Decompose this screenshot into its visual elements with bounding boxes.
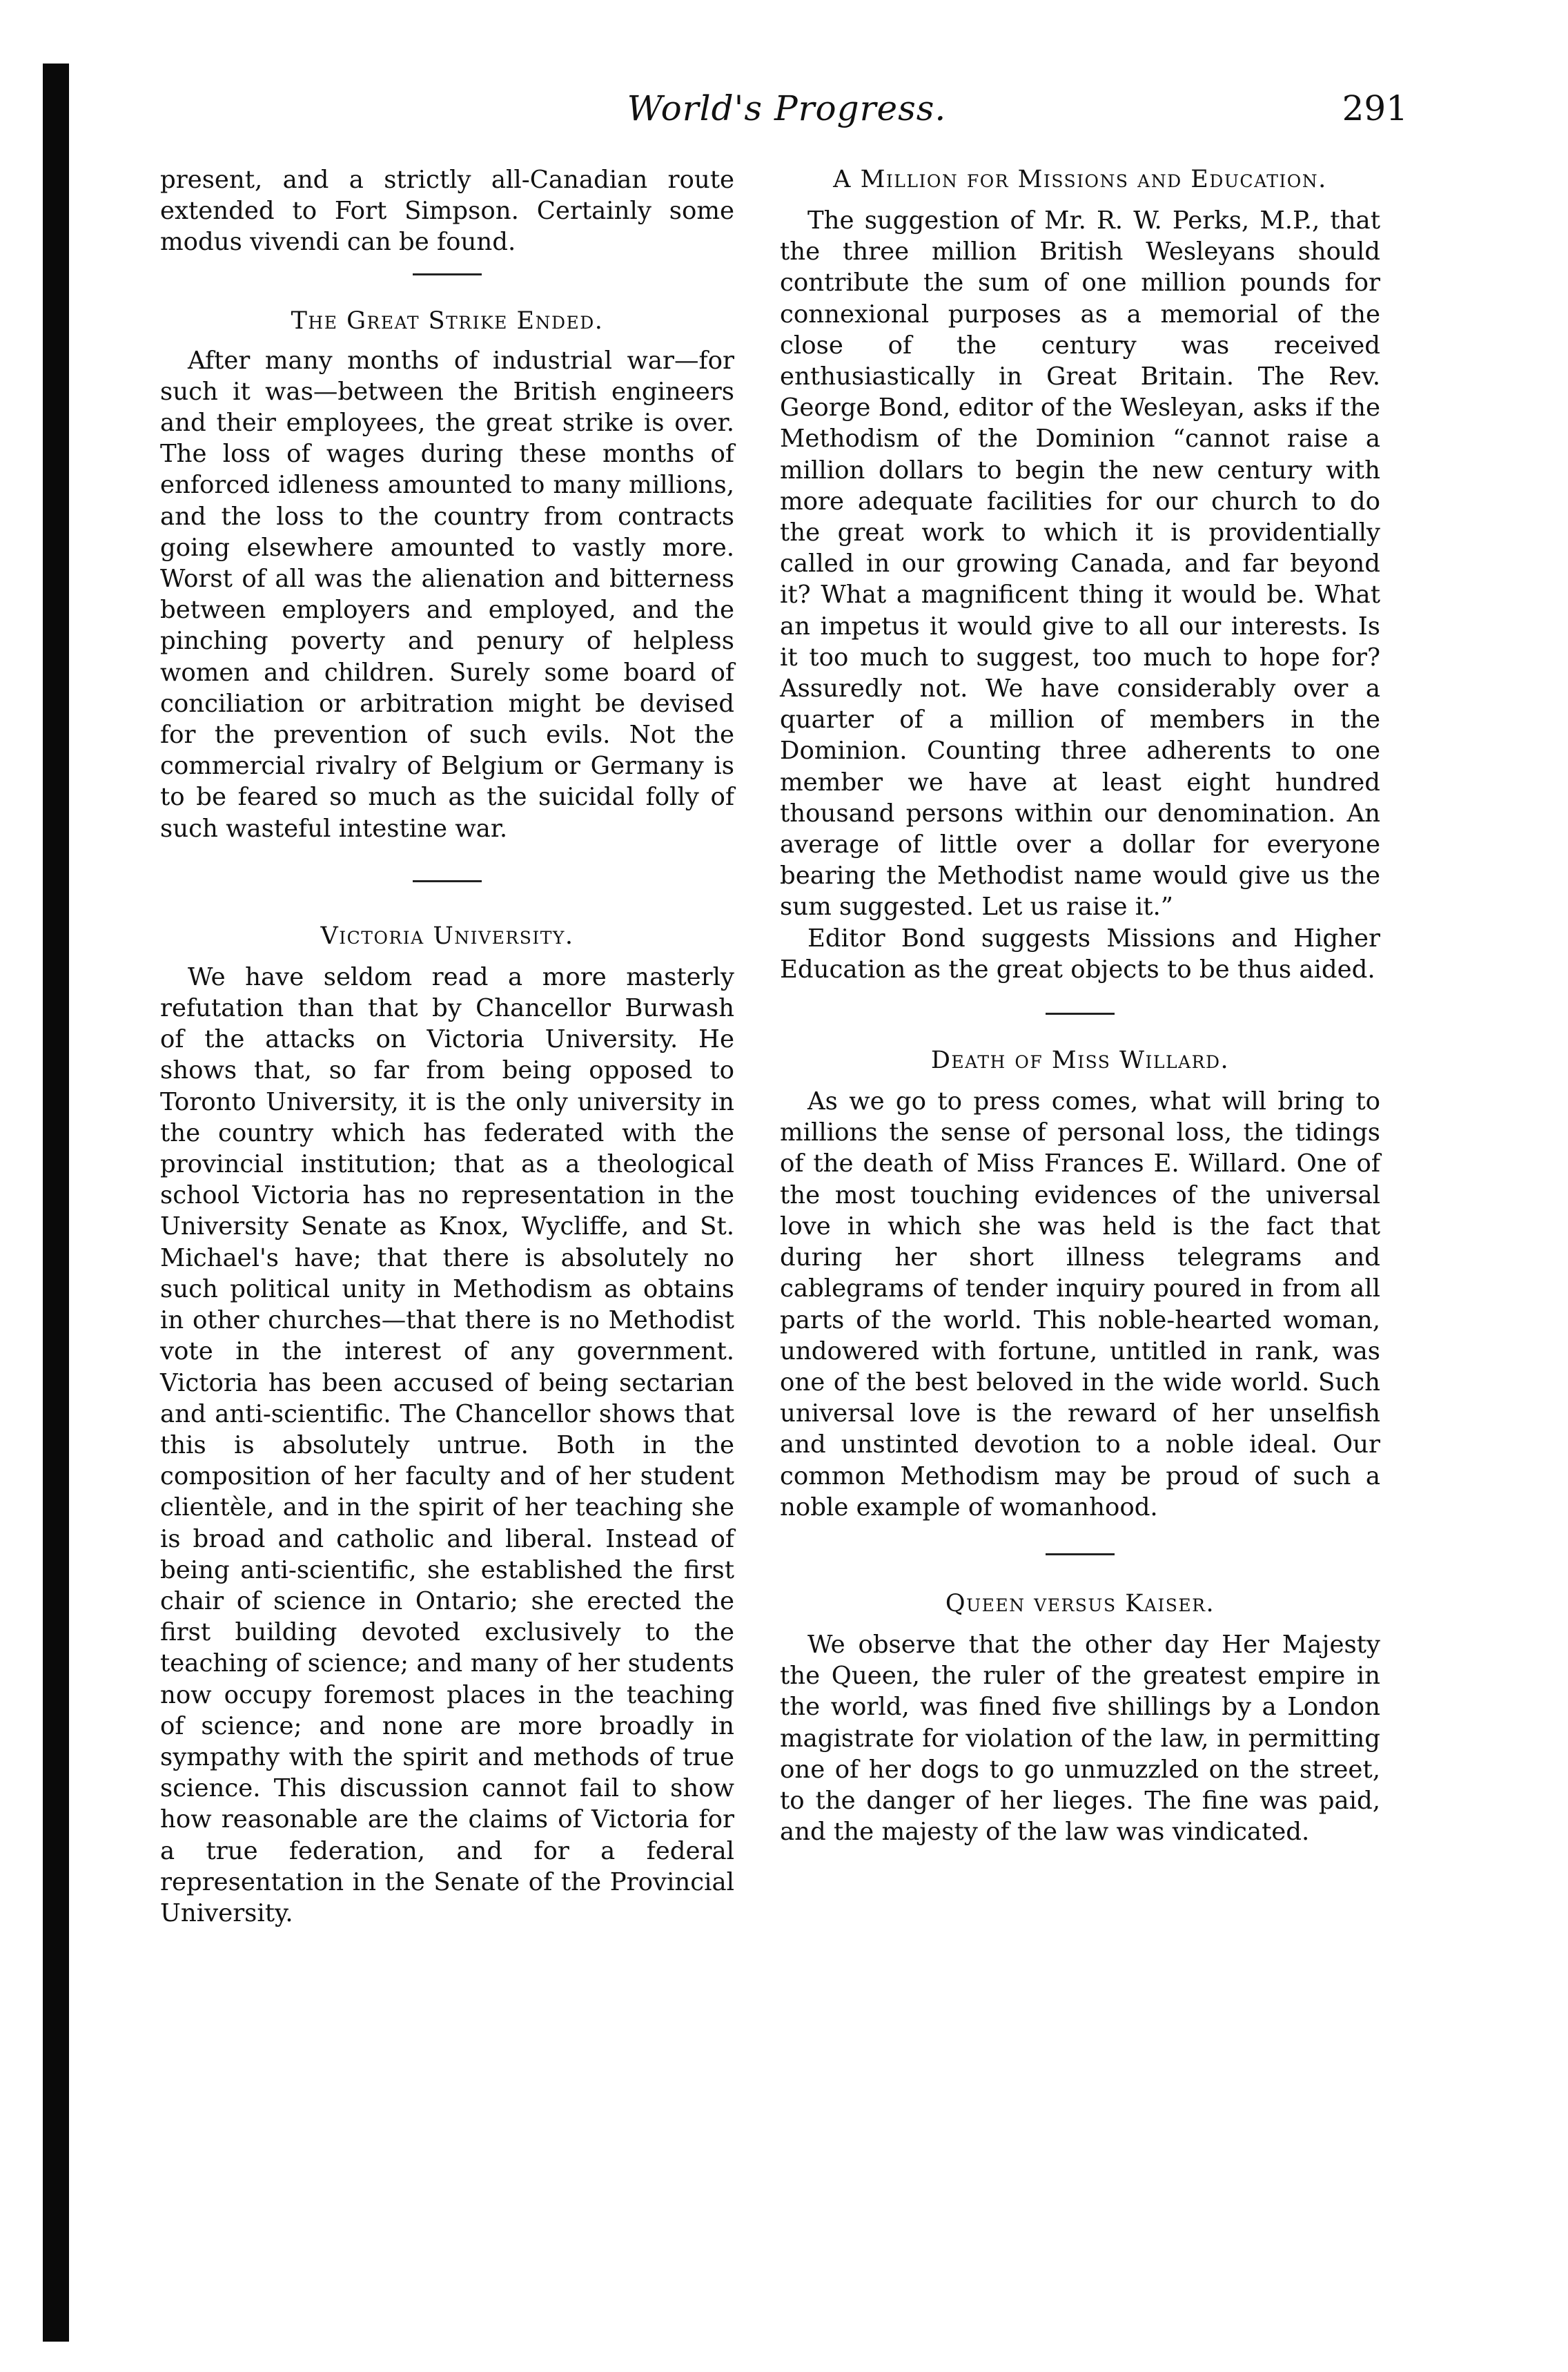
page-header (166, 88, 1408, 137)
missions-heading: A Million for Missions and Education. (833, 166, 1327, 193)
running-title: World's Progress. (627, 88, 947, 128)
missions-paragraph: The suggestion of Mr. R. W. Perks, M.P., that the three million British Wesleyans should contribute the sum of one million pounds for connexional purposes as a memorial of the close of the century was received enthusiastically in Great Britain. The Rev. George Bond, editor of the Wesleyan, asks if the Methodism of the Dominion “cannot raise a million dollars to begin the new century with more adequate facilities for our church to do the great work to which it is providentially called in our growing Canada, and far beyond it? What a magnificent thing it would be. What an impetus it would give to all our interests. Is it too much to suggest, too much to hope for? Assuredly not. We have considerably over a quarter of a million of members in the Dominion. Counting three adherents to one member we have at least eight hundred thousand persons within our denomination. An average of little over a dollar for everyone bearing the Methodist name would give us the sum suggested. Let us raise it.” (780, 206, 1380, 922)
section-divider (413, 880, 482, 882)
victoria-heading: Victoria University. (320, 922, 574, 950)
scan-edge-bar (43, 64, 69, 2342)
willard-paragraph: As we go to press comes, what will bring to millions the sense of personal loss, the tidings of the death of Miss Frances E. Willard. One of the most touching evidences of the universal love in which she was held is the fact that during her short illness telegrams and cablegrams of tender inquiry poured in from all parts of the world. This noble-hearted woman, undowered with fortune, untitled in rank, was one of the best beloved in the wide world. Such universal love is the reward of her unselfish and unstinted devotion to a noble ideal. Our common Methodism may be proud of such a noble example of womanhood. (780, 1087, 1380, 1522)
left-column (160, 164, 734, 1929)
missions-paragraph-2: Editor Bond suggests Missions and Higher Education as the great objects to be thus aided. (780, 924, 1380, 984)
strike-paragraph: After many months of industrial war—for such it was—between the British engineers and their employees, the great strike is over. The loss of wages during these months of enforced idleness amounted to many millions, and the loss to the country from contracts going elsewhere amounted to vastly more. Worst of all was the alienation and bitterness between employers and employed, and the pinching poverty and penury of helpless women and children. Surely some board of conciliation or arbitration might be devised for the prevention of such evils. Not the commercial rivalry of Belgium or Germany is to be feared so much as the suicidal folly of such wasteful intestine war. (160, 346, 734, 843)
intro-paragraph: present, and a strictly all-Canadian route extended to Fort Simpson. Certainly some modus vivendi can be found. (160, 166, 734, 257)
queen-heading: Queen versus Kaiser. (945, 1589, 1215, 1617)
victoria-paragraph: We have seldom read a more masterly refutation than that by Chancellor Burwash of the attacks on Victoria University. He shows that, so far from being opposed to Toronto University, it is the only university in the country which has federated with the provincial institution; that as a theological school Victoria has no representation in the University Senate as Knox, Wycliffe, and St. Michael's have; that there is absolutely no such political unity in Methodism as obtains in other churches—that there is no Methodist vote in the interest of any government. Victoria has been accused of being sectarian and anti-scientific. The Chancellor shows that this is absolutely untrue. Both in the composition of her faculty and of her student clientèle, and in the spirit of her teaching she is broad and catholic and liberal. Instead of being anti-scientific, she established the first chair of science in Ontario; she erected the first building devoted exclusively to the teaching of science; and many of her students now occupy foremost places in the teaching of science; and none are more broadly in sympathy with the spirit and methods of true science. This discussion cannot fail to show how reasonable are the claims of Victoria for a true federation, and for a federal representation in the Senate of the Provincial University. (160, 962, 734, 1927)
section-divider (1046, 1013, 1115, 1015)
queen-paragraph: We observe that the other day Her Majesty the Queen, the ruler of the greatest empire in the world, was fined five shillings by a London magistrate for violation of the law, in permitting one of her dogs to go unmuzzled on the street, to the danger of her lieges. The fine was paid, and the majesty of the law was vindicated. (780, 1630, 1380, 1847)
strike-heading: The Great Strike Ended. (291, 307, 604, 335)
section-divider (1046, 1553, 1115, 1555)
right-column (780, 164, 1380, 1847)
willard-heading: Death of Miss Willard. (930, 1047, 1230, 1075)
page-number: 291 (1342, 88, 1408, 128)
section-divider (413, 273, 482, 275)
